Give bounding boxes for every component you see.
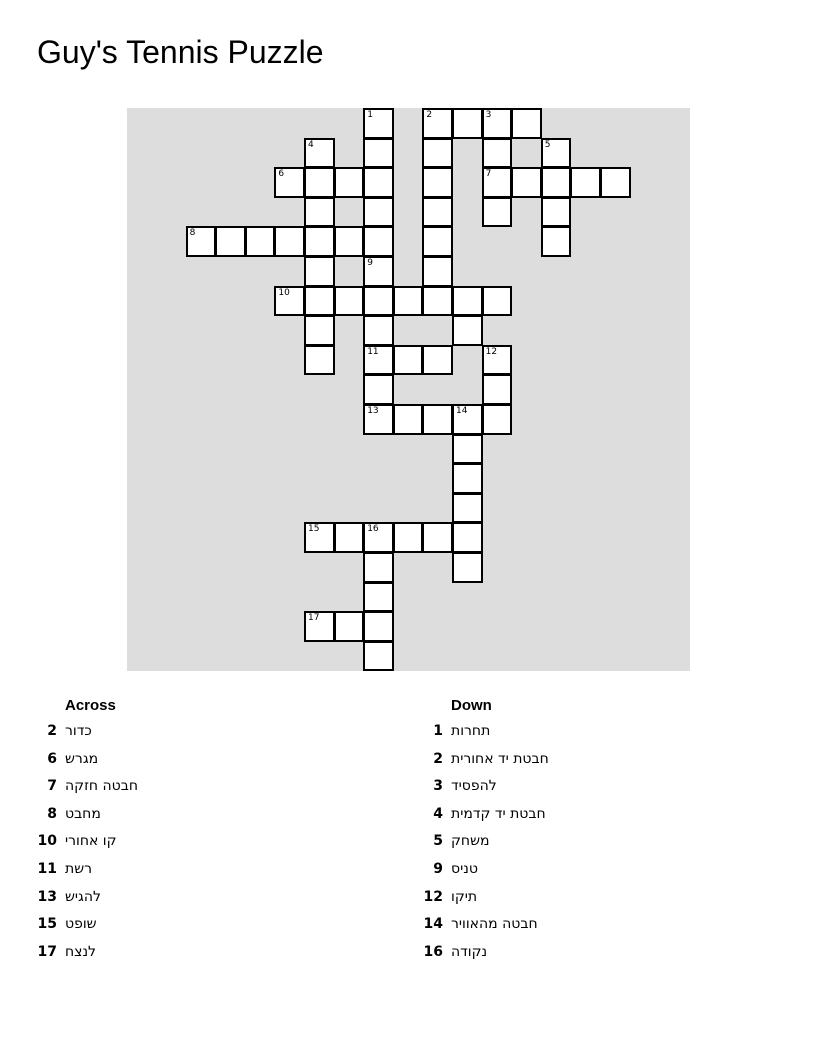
grid-cell[interactable]	[482, 345, 513, 376]
grid-cell[interactable]	[422, 167, 453, 198]
clue-text: נקודה	[451, 943, 488, 960]
grid-cell[interactable]	[541, 197, 572, 228]
grid-cell[interactable]	[482, 286, 513, 317]
cell-number: 14	[456, 406, 468, 416]
down-clues	[423, 694, 723, 966]
clue-text: מגרש	[65, 750, 99, 767]
grid-cell[interactable]	[274, 286, 305, 317]
grid-cell[interactable]	[363, 138, 394, 169]
grid-cell[interactable]	[422, 197, 453, 228]
grid-cell[interactable]	[482, 108, 513, 139]
grid-cell[interactable]	[274, 226, 305, 257]
cell-number: 10	[278, 287, 290, 298]
clue-item	[37, 801, 337, 829]
grid-cell[interactable]	[393, 345, 424, 376]
clue-item	[37, 773, 337, 801]
clue-text: טניס	[451, 860, 478, 877]
grid-cell[interactable]	[304, 345, 335, 376]
cell-number: 9	[367, 258, 373, 268]
grid-cell[interactable]	[304, 167, 335, 198]
grid-cell[interactable]	[452, 552, 483, 583]
grid-cell[interactable]	[511, 167, 542, 198]
cell-number: 6	[278, 169, 285, 180]
clue-text: חבטת יד אחורית	[451, 750, 549, 767]
cell-number: 1	[367, 110, 373, 120]
grid-cell[interactable]	[393, 522, 424, 553]
grid-cell[interactable]	[334, 286, 365, 317]
clue-item	[37, 718, 337, 746]
clue-item	[423, 911, 723, 939]
grid-cell[interactable]	[452, 315, 483, 346]
clue-number: 12	[423, 888, 443, 905]
clue-text: תיקו	[451, 888, 478, 905]
clue-text: משחק	[451, 833, 490, 850]
page-title: Guy's Tennis Puzzle	[37, 34, 324, 70]
grid-cell[interactable]	[422, 286, 453, 317]
grid-cell[interactable]	[511, 108, 542, 139]
grid-cell[interactable]	[482, 138, 513, 169]
clue-item	[37, 884, 337, 912]
clue-item	[423, 828, 723, 856]
grid-cell[interactable]	[363, 641, 394, 672]
grid-cell[interactable]	[452, 493, 483, 524]
grid-cell[interactable]	[393, 404, 424, 435]
grid-cell[interactable]	[363, 582, 394, 613]
cell-number: 8	[189, 228, 196, 239]
clue-number: 16	[423, 943, 443, 960]
grid-cell[interactable]	[482, 167, 513, 198]
grid-cell[interactable]	[541, 226, 572, 257]
clue-text: להפסיד	[451, 778, 497, 795]
cell-number: 5	[544, 139, 551, 150]
clue-item	[423, 801, 723, 829]
grid-cell[interactable]	[422, 256, 453, 287]
clue-item	[37, 911, 337, 939]
grid-cell[interactable]	[452, 434, 483, 465]
clue-item	[423, 856, 723, 884]
down-heading: Down	[451, 697, 492, 714]
grid-cell[interactable]	[304, 197, 335, 228]
clue-text: תחרות	[451, 723, 491, 739]
grid-cell[interactable]	[422, 522, 453, 553]
grid-cell[interactable]	[363, 345, 394, 376]
clue-number: 4	[433, 805, 443, 822]
grid-cell[interactable]	[452, 522, 483, 553]
grid-cell[interactable]	[304, 286, 335, 317]
grid-cell[interactable]	[363, 197, 394, 228]
clue-text: כדור	[65, 723, 92, 739]
grid-cell[interactable]	[363, 108, 394, 139]
grid-cell[interactable]	[304, 138, 335, 169]
grid-cell[interactable]	[452, 286, 483, 317]
grid-cell[interactable]	[215, 226, 246, 257]
clue-text: חבטת יד קדמית	[451, 805, 546, 822]
clue-number: 17	[37, 943, 57, 960]
grid-cell[interactable]	[304, 315, 335, 346]
clue-text: להגיש	[65, 888, 101, 905]
grid-cell[interactable]	[422, 108, 453, 139]
clue-item	[37, 939, 337, 967]
clue-item	[37, 856, 337, 884]
grid-cell[interactable]	[363, 522, 394, 553]
grid-cell[interactable]	[422, 345, 453, 376]
clue-item	[37, 828, 337, 856]
grid-cell[interactable]	[304, 256, 335, 287]
grid-cell[interactable]	[245, 226, 276, 257]
grid-cell[interactable]	[452, 463, 483, 494]
grid-cell[interactable]	[334, 522, 365, 553]
grid-cell[interactable]	[482, 404, 513, 435]
cell-number: 13	[367, 406, 379, 416]
clue-text: לנצח	[65, 943, 97, 960]
clue-number: 7	[47, 778, 57, 795]
clue-text: חבטה מהאוויר	[451, 916, 538, 933]
clue-number: 13	[37, 888, 57, 905]
clue-number: 10	[37, 833, 57, 850]
clue-text: מחבט	[65, 805, 101, 822]
clue-number: 15	[37, 916, 57, 933]
clue-number: 1	[433, 723, 443, 739]
cell-number: 15	[308, 524, 320, 535]
grid-cell[interactable]	[482, 197, 513, 228]
clue-number: 2	[47, 723, 57, 739]
clue-number: 6	[47, 750, 57, 767]
grid-cell[interactable]	[393, 286, 424, 317]
grid-cell[interactable]	[452, 404, 483, 435]
grid-cell[interactable]	[482, 374, 513, 405]
grid-cell[interactable]	[422, 404, 453, 435]
grid-cell[interactable]	[541, 167, 572, 198]
across-heading: Across	[65, 697, 116, 714]
clue-number: 2	[433, 750, 443, 767]
clue-number: 9	[433, 860, 443, 877]
grid-cell[interactable]	[570, 167, 601, 198]
grid-cell[interactable]	[363, 315, 394, 346]
clue-number: 11	[37, 860, 57, 877]
grid-cell[interactable]	[452, 108, 483, 139]
across-clues	[37, 694, 337, 966]
clue-text: שופט	[65, 916, 97, 933]
grid-cell[interactable]	[363, 404, 394, 435]
clue-number: 5	[433, 833, 443, 850]
cell-number: 7	[485, 169, 492, 180]
clue-item	[37, 746, 337, 774]
clue-item	[423, 773, 723, 801]
crossword-grid	[127, 108, 690, 671]
grid-cell[interactable]	[186, 226, 217, 257]
cell-number: 3	[485, 110, 492, 120]
grid-cell[interactable]	[363, 226, 394, 257]
clue-number: 14	[423, 916, 443, 933]
cell-number: 2	[426, 110, 433, 120]
grid-cell[interactable]	[304, 522, 335, 553]
clue-text: חבטה חזקה	[65, 778, 138, 795]
grid-cell[interactable]	[363, 167, 394, 198]
grid-cell[interactable]	[363, 611, 394, 642]
grid-cell[interactable]	[334, 611, 365, 642]
grid-cell[interactable]	[422, 226, 453, 257]
clue-item	[423, 884, 723, 912]
clue-item	[423, 939, 723, 967]
grid-cell[interactable]	[422, 138, 453, 169]
clue-number: 3	[433, 778, 443, 795]
clue-number: 8	[47, 805, 57, 822]
clue-text: קו אחורי	[65, 833, 117, 850]
clue-text: רשת	[65, 860, 93, 877]
grid-cell[interactable]	[600, 167, 631, 198]
grid-cell[interactable]	[304, 226, 335, 257]
cell-number: 16	[367, 524, 379, 535]
grid-cell[interactable]	[334, 226, 365, 257]
grid-cell[interactable]	[274, 167, 305, 198]
grid-cell[interactable]	[541, 138, 572, 169]
cell-number: 17	[308, 613, 320, 624]
clue-item	[423, 718, 723, 746]
grid-cell[interactable]	[334, 167, 365, 198]
grid-cell[interactable]	[363, 286, 394, 317]
cell-number: 12	[485, 346, 498, 357]
grid-cell[interactable]	[363, 256, 394, 287]
cell-number: 4	[308, 139, 314, 150]
grid-cell[interactable]	[363, 552, 394, 583]
grid-cell[interactable]	[363, 374, 394, 405]
grid-cell[interactable]	[304, 611, 335, 642]
cell-number: 11	[367, 346, 379, 357]
clue-item	[423, 746, 723, 774]
